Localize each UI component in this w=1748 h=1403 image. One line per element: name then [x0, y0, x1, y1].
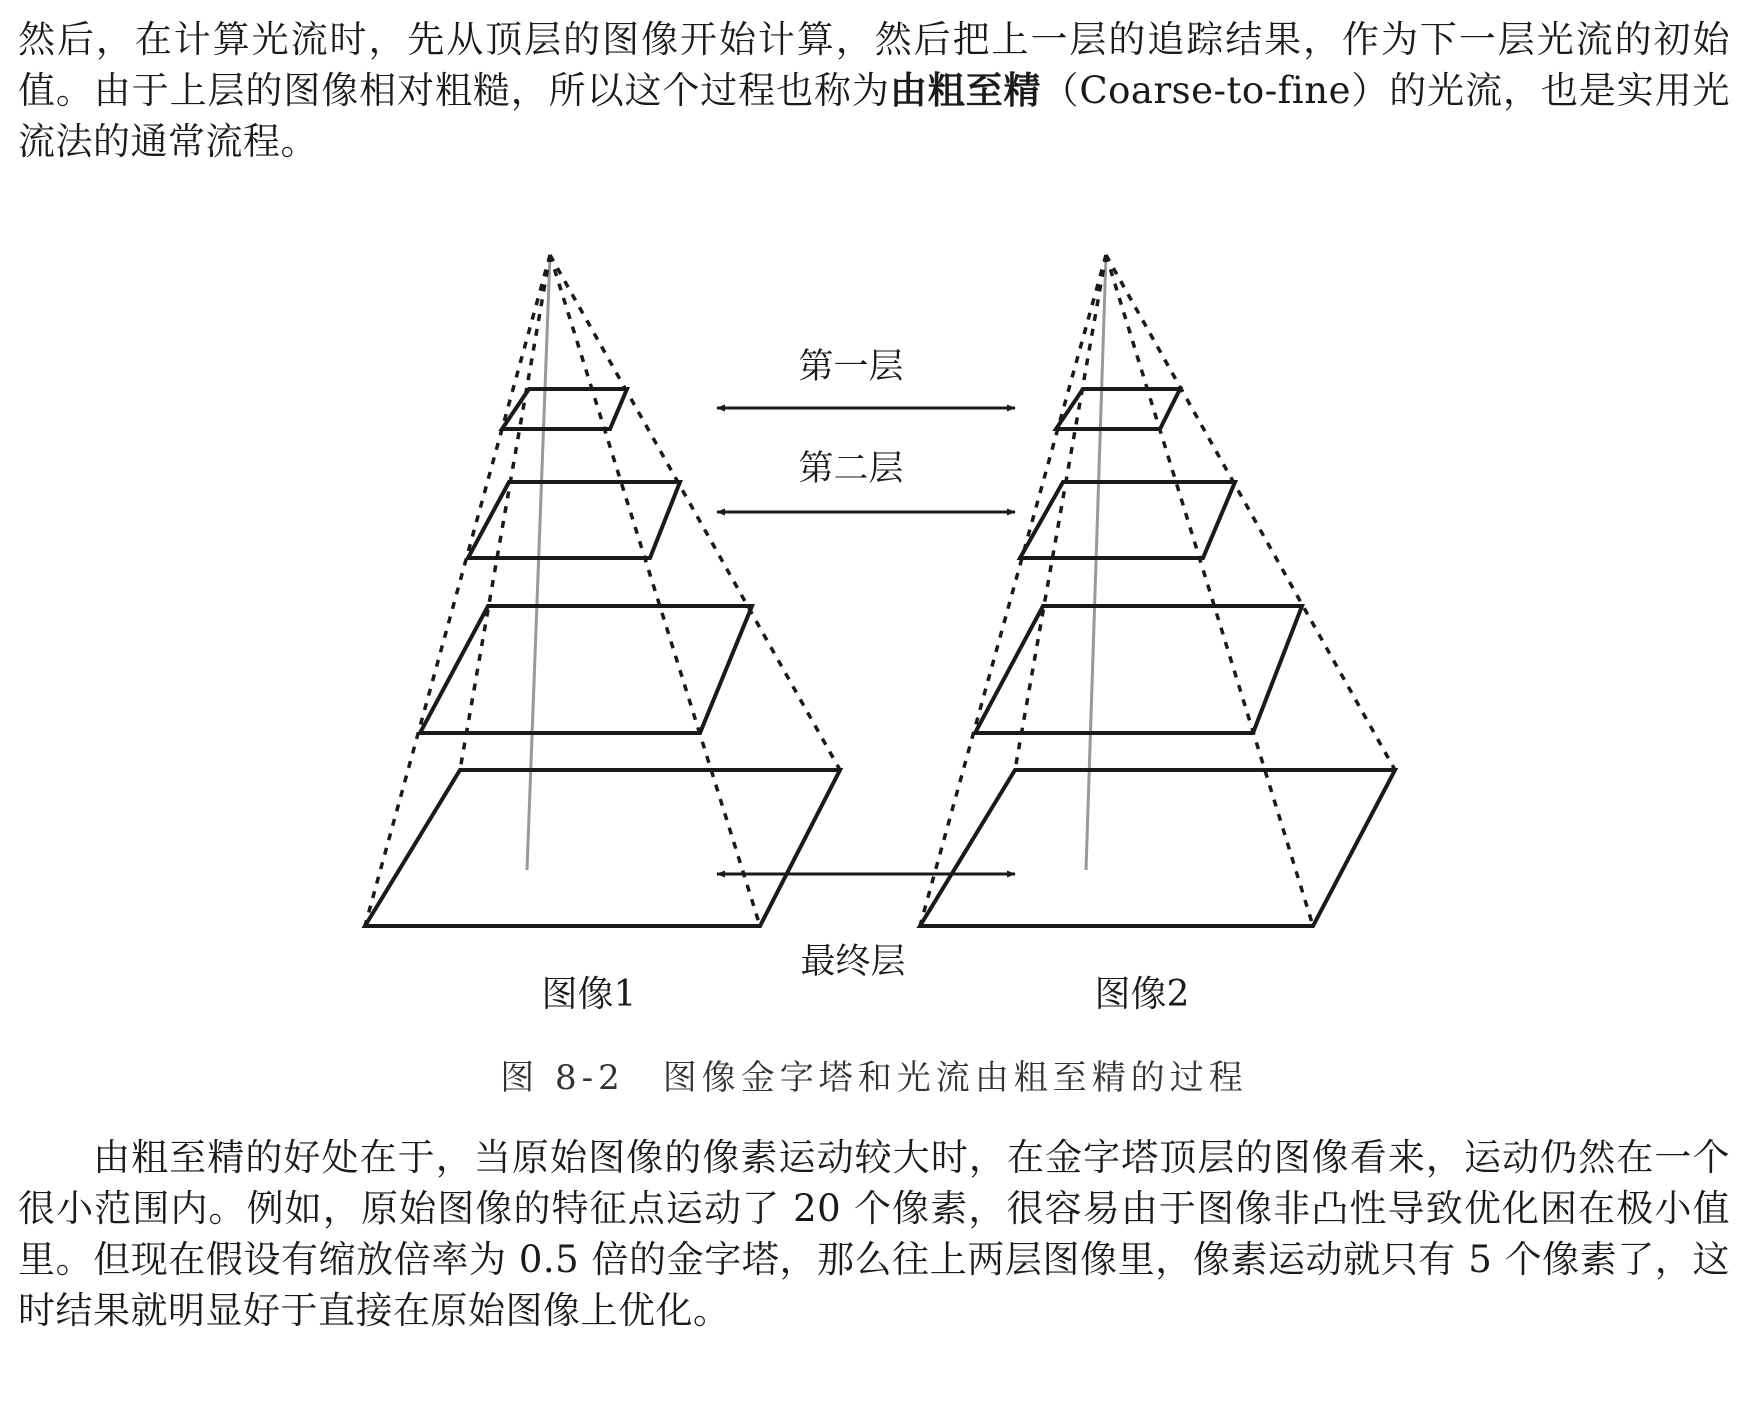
body-paragraph: 由粗至精的好处在于，当原始图像的像素运动较大时，在金字塔顶层的图像看来，运动仍然在一个很小范围内。例如，原始图像的特征点运动了 20 个像素，很容易由于图像非凸性导致优化困在极小值里。但现在假设有缩放倍率为 0.5 倍的金字塔，那么往上两层图像里，像素运动就只有 5 个像素了，这时结果就明显好于直接在原始图像上优化。	[18, 1136, 1730, 1332]
pyramid2-bottom-layer	[920, 770, 1395, 926]
pyramid1-second-layer	[468, 482, 680, 558]
pyramid2-top-layer	[1056, 389, 1180, 429]
intro-text-part1: 然后，在计算光流时，先从顶层的图像开始计算，然后把上一层的追踪结果，作为下一层光流的初始值。由于上层的图像相对粗糙，所以这个过程也称为	[18, 18, 1730, 112]
label-image2: 图像2	[1094, 974, 1190, 1015]
pyramid2-second-layer	[1020, 482, 1235, 558]
figure-caption	[0, 1050, 1748, 1099]
intro-text-part2: （Coarse-to-fine）的光流，也是实用光流法的通常流程。	[18, 69, 1731, 163]
pyramid1-third-layer	[420, 606, 752, 733]
label-layer2: 第二层	[798, 449, 904, 489]
pyramid1-dashed-edges	[365, 255, 840, 926]
pyramid2-axis	[1086, 255, 1106, 870]
pyramid1-layers	[365, 389, 840, 926]
pyramid-image2	[920, 255, 1395, 926]
pyramid2-third-layer	[975, 606, 1302, 733]
layer-arrows	[717, 408, 1015, 874]
label-layer1: 第一层	[798, 347, 904, 387]
intro-paragraph	[18, 14, 1730, 167]
pyramid2-layers	[920, 389, 1395, 926]
pyramid1-bottom-layer	[365, 770, 840, 926]
label-final-layer: 最终层	[800, 942, 906, 982]
figure-number: 图 8-2	[500, 1058, 625, 1098]
label-image1: 图像1	[541, 974, 637, 1015]
pyramid1-axis	[527, 255, 550, 870]
pyramid2-dashed-edges	[920, 255, 1395, 926]
pyramid-image1	[365, 255, 840, 926]
intro-bold-term: 由粗至精	[889, 69, 1042, 112]
figure-caption-text: 图像金字塔和光流由粗至精的过程	[662, 1058, 1248, 1098]
pyramid1-top-layer	[502, 389, 627, 429]
